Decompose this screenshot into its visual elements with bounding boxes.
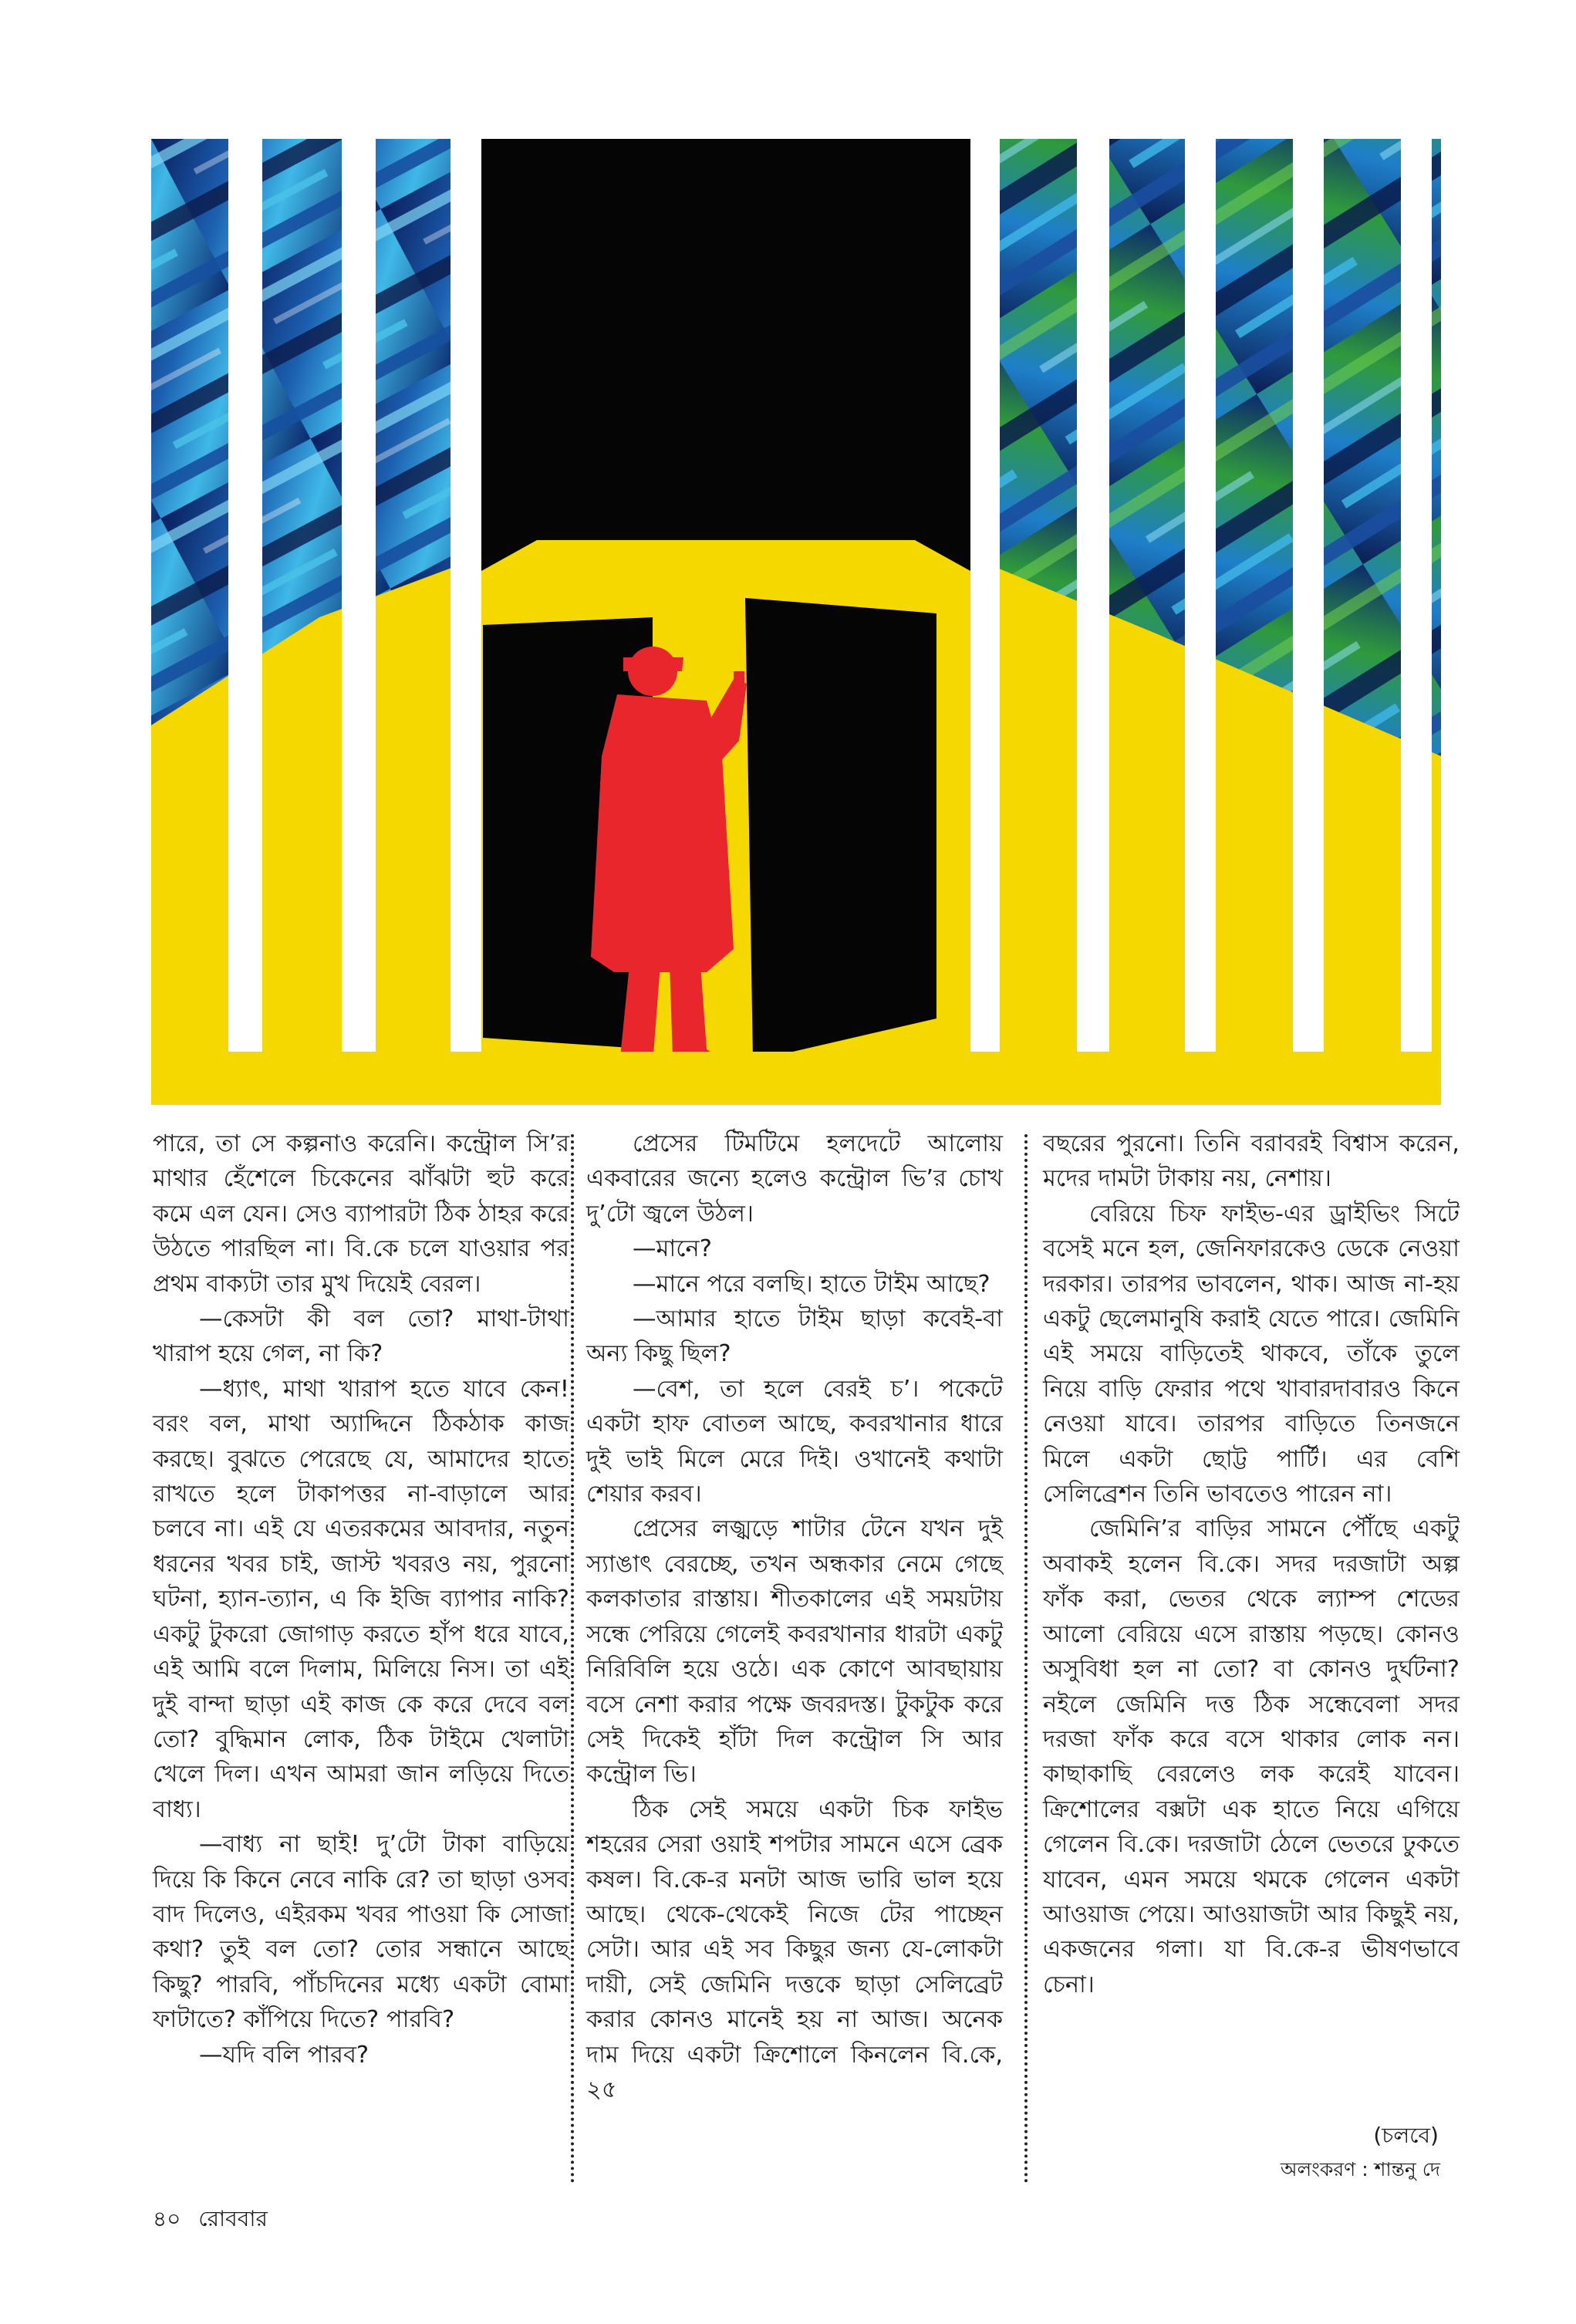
page-footer: [153, 2202, 268, 2238]
illustration-credit: অলংকরণ : শান্তনু দে: [1280, 2158, 1440, 2180]
story-illustration: [151, 139, 1441, 1105]
paragraph: প্রেসের লজ্ঝড়ে শাটার টেনে যখন দুই স্যাঙাৎ বেরচ্ছে, তখন অন্ধকার নেমে গেছে কলকাতার রাস্তায়। শীতকালের এই সময়টায় সন্ধে পেরিয়ে গেলেই কবরখানার ধারটা একটু নিরিবিলি হয়ে ওঠে। এক কোণে আবছায়ায় বসে নেশা করার পক্ষে জবরদস্ত। টুকটুক করে সেই দিকেই হাঁটা দিল কন্ট্রোল সি আর কন্ট্রোল ভি।: [586, 1515, 1003, 1789]
article-column-3: [1043, 1127, 1460, 2002]
column-divider: [1024, 1134, 1028, 2184]
paragraph: —যদি বলি পারব?: [199, 2041, 370, 2069]
column-divider: [571, 1134, 574, 2184]
paragraph: বেরিয়ে চিফ ফাইভ-এর ড্রাইভিং সিটে বসেই মনে হল, জেনিফারকেও ডেকে নেওয়া দরকার। তারপর ভাবলেন, থাক। আজ না-হয় একটু ছেলেমানুষি করাই যেতে পারে। জেমিনি এই সময়ে বাড়িতেই থাকবে, তাঁকে তুলে নিয়ে বাড়ি ফেরার পথে খাবারদাবারও কিনে নেওয়া যাবে। তারপর বাড়িতে তিনজনে মিলে একটা ছোট্ট পার্টি। এর বেশি সেলিব্রেশন তিনি ভাবতেও পারেন না।: [1043, 1200, 1460, 1508]
page-number: ৪০: [153, 2206, 181, 2231]
paragraph: —আমার হাতে টাইম ছাড়া কবেই-বা অন্য কিছু ছিল?: [586, 1306, 1003, 1368]
paragraph: —বাধ্য না ছাই! দু’টো টাকা বাড়িয়ে দিয়ে কি কিনে নেবে নাকি রে? তা ছাড়া ওসব বাদ দিলেও, এইরকম খবর পাওয়া কি সোজা কথা? তুই বল তো? তোর সন্ধানে আছে কিছু? পারবি, পাঁচদিনের মধ্যে একটা বোমা ফাটাতে? কাঁপিয়ে দিতে? পারবি?: [153, 1831, 569, 2034]
paragraph: —মানে?: [633, 1235, 712, 1263]
paragraph: —মানে পরে বলছি। হাতে টাইম আছে?: [633, 1270, 990, 1298]
to-be-continued: (চলবে): [1373, 2123, 1439, 2148]
paragraph: —ধ্যাৎ, মাথা খারাপ হতে যাবে কেন! বরং বল, মাথা অ্যাদ্দিনে ঠিকঠাক কাজ করছে। বুঝতে পেরেছে যে, আমাদের হাতে রাখতে হলে টাকাপত্তর না-বাড়ালে আর চলবে না। এই যে এতরকমের আবদার, নতুন ধরনের খবর চাই, জাস্ট খবরও নয়, পুরনো ঘটনা, হ্যান-ত্যান, এ কি ইজি ব্যাপার নাকি? একটু টুকরো জোগাড় করতে হাঁপ ধরে যাবে, এই আমি বলে দিলাম, মিলিয়ে নিস। তা এই দুই বান্দা ছাড়া এই কাজ কে করে দেবে বল তো? বুদ্ধিমান লোক, ঠিক টাইমে খেলাটা খেলে দিল। এখন আমরা জান লড়িয়ে দিতে বাধ্য।: [153, 1375, 569, 1823]
paragraph: —কেসটা কী বল তো? মাথা-টাথা খারাপ হয়ে গেল, না কি?: [153, 1306, 569, 1368]
paragraph: —বেশ, তা হলে বেরই চ’। পকেটে একটা হাফ বোতল আছে, কবরখানার ধারে দুই ভাই মিলে মেরে দিই। ওখানেই কথাটা শেয়ার করব।: [586, 1375, 1003, 1508]
paragraph: পারে, তা সে কল্পনাও করেনি। কন্ট্রোল সি’র মাথার হেঁশেলে চিকেনের ঝাঁঝটা হুট করে কমে এল যেন। সেও ব্যাপারটা ঠিক ঠাহর করে উঠতে পারছিল না। বি.কে চলে যাওয়ার পর প্রথম বাক্যটা তার মুখ দিয়েই বেরল।: [153, 1130, 569, 1298]
article-column-2: [586, 1127, 1003, 2107]
magazine-name: রোববার: [198, 2206, 268, 2231]
article-column-1: [153, 1127, 569, 2072]
paragraph: বছরের পুরনো। তিনি বরাবরই বিশ্বাস করেন, মদের দামটা টাকায় নয়, নেশায়।: [1043, 1130, 1460, 1193]
paragraph: ঠিক সেই সময়ে একটা চিক ফাইভ শহরের সেরা ওয়াই শপটার সামনে এসে ব্রেক কষল। বি.কে-র মনটা আজ ভারি ভাল হয়ে আছে। থেকে-থেকেই নিজে টের পাচ্ছেন সেটা। আর এই সব কিছুর জন্য যে-লোকটা দায়ী, সেই জেমিনি দত্তকে ছাড়া সেলিব্রেট করার কোনও মানেই হয় না আজ। অনেক দাম দিয়ে একটা ক্রিশোলে কিনলেন বি.কে, ২৫: [586, 1795, 1003, 2103]
paragraph: জেমিনি’র বাড়ির সামনে পৌঁছে একটু অবাকই হলেন বি.কে। সদর দরজাটা অল্প ফাঁক করা, ভেতর থেকে ল্যাম্প শেডের আলো বেরিয়ে এসে রাস্তায় পড়ছে। কোনও অসুবিধা হল না তো? বা কোনও দুর্ঘটনা? নইলে জেমিনি দত্ত ঠিক সন্ধেবেলা সদর দরজা ফাঁক করে বসে থাকার লোক নন। কাছাকাছি বেরলেও লক করেই যাবেন। ক্রিশোলের বক্সটা এক হাতে নিয়ে এগিয়ে গেলেন বি.কে। দরজাটা ঠেলে ভেতরে ঢুকতে যাবেন, এমন সময়ে থমকে গেলেন একটা আওয়াজ পেয়ে। আওয়াজটা আর কিছুই নয়, একজনের গলা। যা বি.কে-র ভীষণভাবে চেনা।: [1043, 1515, 1460, 1998]
paragraph: প্রেসের টিমটিমে হলদেটে আলোয় একবারের জন্যে হলেও কন্ট্রোল ভি’র চোখ দু’টো জ্বলে উঠল।: [586, 1130, 1003, 1228]
